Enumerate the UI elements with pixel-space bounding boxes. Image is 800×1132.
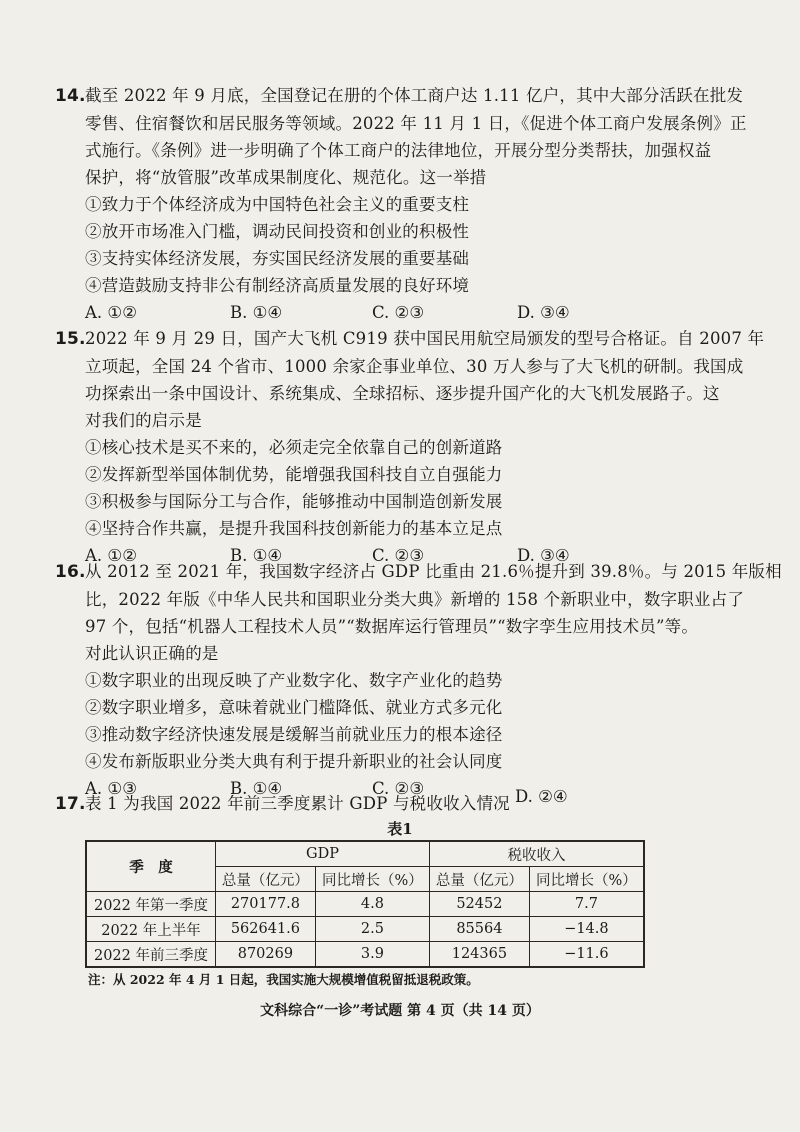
question-15-line-1: 15.2022 年 9 月 29 日，国产大飞机 C919 获中国民用航空局颁发的型号合格证。自 2007 年 [55,325,695,353]
option-b: B. ①④ [230,303,283,322]
gdp-tax-table [85,840,645,968]
question-16-line-1: 16.从 2012 至 2021 年，我国数字经济占 GDP 比重由 21.6％提升到 39.8％。与 2015 年版相 [55,558,695,586]
question-15 [55,325,765,569]
cell-quarter: 2022 年上半年 [86,917,216,942]
cell-tax-growth: −11.6 [529,942,644,968]
cell-gdp-growth: 4.8 [315,892,429,917]
cell-tax-growth: −14.8 [529,917,644,942]
question-15-item-2: ②发挥新型举国体制优势，能增强我国科技自立自强能力 [85,465,503,484]
cell-gdp-growth: 2.5 [315,917,429,942]
header-gdp-growth: 同比增长（%） [315,867,429,892]
table-row [86,892,644,917]
cell-quarter: 2022 年前三季度 [86,942,216,968]
question-15-line-3: 功探索出一条中国设计、系统集成、全球招标、逐步提升国产化的大飞机发展路子。这 [85,384,720,403]
cell-gdp-total: 270177.8 [216,892,316,917]
question-14-line-4: 保护，将“放管服”改革成果制度化、规范化。这一举措 [85,168,487,187]
option-b: B. ①④ [230,546,283,565]
option-d: D. ②④ [515,787,568,806]
header-gdp: GDP [216,841,430,867]
question-16-line-4: 对此认识正确的是 [85,644,219,663]
option-b: B. ①④ [230,779,283,798]
option-a: A. ①② [85,303,137,322]
header-tax-growth: 同比增长（%） [529,867,644,892]
option-c: C. ②③ [372,779,425,798]
cell-tax-total: 52452 [429,892,529,917]
header-quarter: 季 度 [86,841,216,892]
page-footer: 文科综合“一诊”考试题 第 4 页（共 14 页） [260,1003,540,1019]
question-14-item-3: ③支持实体经济发展，夯实国民经济发展的重要基础 [85,249,470,268]
question-16-item-3: ③推动数字经济快速发展是缓解当前就业压力的根本途径 [85,725,503,744]
question-17-number: 17. [55,794,86,814]
option-d: D. ③④ [517,303,570,322]
question-16-line-2: 比，2022 年版《中华人民共和国职业分类大典》新增的 158 个新职业中，数字职业占了 [85,590,745,609]
question-15-item-3: ③积极参与国际分工与合作，能够推动中国制造创新发展 [85,492,503,511]
cell-gdp-growth: 3.9 [315,942,429,968]
cell-gdp-total: 870269 [216,942,316,968]
cell-quarter: 2022 年第一季度 [86,892,216,917]
question-16-item-2: ②数字职业增多，意味着就业门槛降低、就业方式多元化 [85,698,503,717]
question-15-item-1: ①核心技术是买不来的，必须走完全依靠自己的创新道路 [85,438,503,457]
option-a: A. ①② [85,546,137,565]
question-16-line-3: 97 个，包括“机器人工程技术人员”“数据库运行管理员”“数字孪生应用技术员”等。 [85,617,699,636]
question-14-options [85,299,695,326]
question-14-line-1: 14.截至 2022 年 9 月底，全国登记在册的个体工商户达 1.11 亿户，其中大部分活跃在批发 [55,82,695,110]
cell-tax-growth: 7.7 [529,892,644,917]
option-c: C. ②③ [372,546,425,565]
cell-tax-total: 85564 [429,917,529,942]
question-17 [55,790,695,818]
header-tax-total: 总量（亿元） [429,867,529,892]
option-d: D. ③④ [517,546,570,565]
table-header-row-1 [86,841,644,867]
question-15-line-2: 立项起，全国 24 个省市、1000 余家企事业单位、30 万人参与了大飞机的研制。我国成 [85,357,744,376]
table-row [86,917,644,942]
question-15-item-4: ④坚持合作共赢，是提升我国科技创新能力的基本立足点 [85,519,503,538]
cell-tax-total: 124365 [429,942,529,968]
question-14-line-3: 式施行。《条例》进一步明确了个体工商户的法律地位，开展分型分类帮扶，加强权益 [85,141,712,160]
question-15-line-4: 对我们的启示是 [85,411,202,430]
question-14-number: 14. [55,86,86,106]
table-row [86,942,644,968]
table-caption: 表1 [387,820,413,838]
question-17-line-1: 17.表 1 为我国 2022 年前三季度累计 GDP 与税收收入情况 [55,790,695,818]
question-14 [55,82,747,326]
question-14-item-2: ②放开市场准入门槛，调动民间投资和创业的积极性 [85,222,470,241]
question-16-number: 16. [55,562,86,582]
question-16-item-1: ①数字职业的出现反映了产业数字化、数字产业化的趋势 [85,671,503,690]
header-gdp-total: 总量（亿元） [216,867,316,892]
question-14-item-1: ①致力于个体经济成为中国特色社会主义的重要支柱 [85,195,470,214]
option-a: A. ①③ [85,779,137,798]
header-tax: 税收收入 [429,841,644,867]
question-15-number: 15. [55,329,86,349]
question-16-item-4: ④发布新版职业分类大典有利于提升新职业的社会认同度 [85,752,503,771]
question-14-item-4: ④营造鼓励支持非公有制经济高质量发展的良好环境 [85,276,470,295]
option-c: C. ②③ [372,303,425,322]
table-note: 注：从 2022 年 4 月 1 日起，我国实施大规模增值税留抵退税政策。 [88,972,479,987]
cell-gdp-total: 562641.6 [216,917,316,942]
question-14-line-2: 零售、住宿餐饮和居民服务等领域。2022 年 11 月 1 日，《促进个体工商户发展条例》正 [85,114,747,133]
